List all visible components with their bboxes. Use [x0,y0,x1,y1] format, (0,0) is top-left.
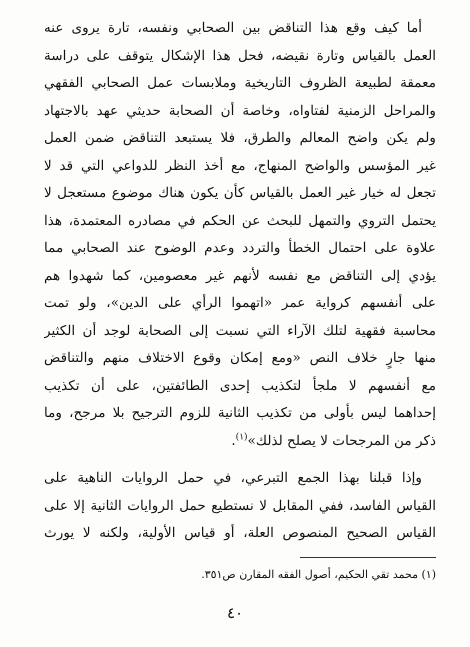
text-line: وإذا قبلنا بهذا الجمع التبرعي، في حمل الروايات الناهية على [44,470,422,486]
sentence-end: . [231,432,236,449]
text-line: يؤدي إلى التناقض مع نفسه لأنهم غير معصومين، كما شهدوا هم [44,267,436,284]
text-line: القياس الصحيح المنصوص العلة، أو قياس الأولية، ولكنه لا يورث [44,525,436,541]
footnote-text: محمد تقي الحكيم، أصول الفقه المقارن ص٣٥١. [201,568,418,581]
text-line: أما كيف وقع هذا التناقض بين الصحابي ونفسه، تارة يروى عنه [44,20,422,36]
main-text [44,15,436,548]
text-line: ولم يكن واضح المعالم والطرق، فلا يستبعد التناقض ضمن العمل [44,130,436,146]
text-line: منها جارٍ خلاف النص «ومع إمكان وقوع الاختلاف منهم والتناقض [44,350,436,366]
text-line: غير المؤسس والواضح المنهاج، مع أخذ النظر للدواعي التي قد لا [44,157,436,174]
text-line [44,428,436,456]
text-line-content: ذكر من المرجحات لا يصلح لذلك» [247,432,436,449]
text-line: مع أنفسهم لا ملجأ لتكذيب إحدى الطائفتين، على أن تكذيب [44,377,436,394]
page-number: ٤٠ [226,604,244,622]
text-line: القياس الفاسد، ففي المقابل لا نستطيع حمل الروايات الثانية إلا على [44,497,436,514]
text-line: تجعل له خيار غير العمل بالقياس كأن يكون هناك موضوع مستعجل لا [44,185,436,201]
text-line: محاسبة فقهية لتلك الآراء التي نسبت إلى الصحابة لوجد أن الكثير [44,322,436,339]
text-line: علاوة على احتمال الخطأ والتردد وعدم الوضوح عند الصحابي مما [44,240,436,256]
text-line: على أنفسهم كرواية عمر «اتهموا الرأي على الدين»، ولو تمت [44,295,436,311]
text-line: والمراحل الزمنية لفتاواه، وخاصة أن الصحابة حديثي عهد بالاجتهاد [44,102,436,119]
text-line: معمقة لطبيعة الظروف التاريخية وملابسات عمل الصحابي الفقهي [44,75,436,91]
paragraph-1 [44,15,436,455]
text-line: العمل بالقياس وتارة نقيضه، فحل هذا الإشكال يتوقف على دراسة [44,47,436,64]
footnote-separator [300,557,436,558]
paragraph-2 [44,465,436,548]
footnote [36,566,436,584]
paragraph-gap [44,455,436,465]
text-line: إحداهما ليس بأولى من تكذيب الثانية للزوم الترجيح بلا مرجح، وما [44,405,436,421]
text-line: يحتمل التروي والتمهل للبحث عن الحكم في مصادره المعتمدة، هذا [44,212,436,229]
footnote-number: (١) [421,568,436,581]
footnote-reference[interactable]: (١) [235,431,248,442]
